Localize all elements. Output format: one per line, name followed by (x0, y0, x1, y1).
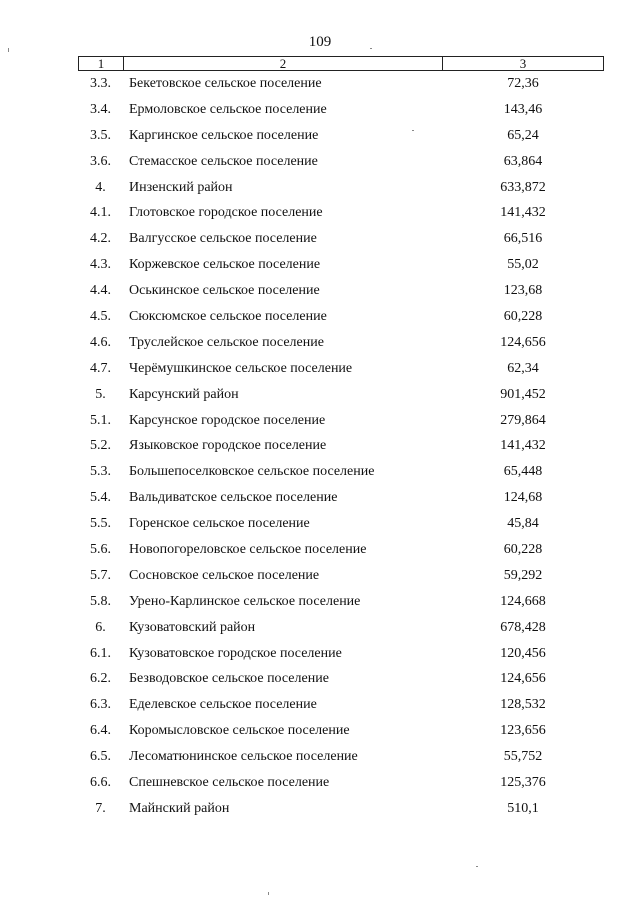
row-number: 5.5. (90, 516, 111, 532)
row-number: 5.6. (90, 542, 111, 558)
row-number: 3.5. (90, 127, 111, 143)
table-row (0, 307, 640, 333)
table-row (0, 152, 640, 178)
row-number: 4.5. (90, 309, 111, 325)
table-row (0, 514, 640, 540)
table-row (0, 721, 640, 747)
table-row (0, 488, 640, 514)
row-value: 55,752 (503, 749, 543, 765)
table-row (0, 618, 640, 644)
table-row (0, 592, 640, 618)
row-value: 66,516 (503, 231, 543, 247)
table-row (0, 255, 640, 281)
row-name: Кузоватовский район (129, 619, 256, 635)
row-number: 3.6. (90, 153, 111, 169)
row-value: 63,864 (503, 153, 543, 169)
header-col-3: 3 (519, 56, 527, 71)
row-name: Вальдиватское сельское поселение (129, 490, 338, 506)
table-body (0, 74, 640, 825)
row-name: Труслейское сельское поселение (129, 334, 324, 350)
row-name: Валгусское сельское поселение (129, 231, 317, 247)
row-name: Карсунское городское поселение (129, 412, 326, 428)
row-value: 678,428 (500, 619, 546, 635)
table-row (0, 462, 640, 488)
row-name: Сосновское сельское поселение (129, 567, 320, 583)
scan-speck (8, 48, 9, 52)
table-row (0, 566, 640, 592)
row-number: 7. (95, 800, 106, 816)
row-name: Сюксюмское сельское поселение (129, 309, 327, 325)
row-name: Коромысловское сельское поселение (129, 723, 350, 739)
row-value: 60,228 (503, 309, 543, 325)
table-row (0, 695, 640, 721)
row-value: 633,872 (500, 179, 546, 195)
row-number: 6.3. (90, 697, 111, 713)
row-number: 6.6. (90, 775, 111, 791)
table-row (0, 203, 640, 229)
page-number: 109 (308, 34, 332, 50)
row-value: 55,02 (507, 257, 539, 273)
row-name: Оськинское сельское поселение (129, 283, 320, 299)
table-row (0, 799, 640, 825)
row-name: Еделевское сельское поселение (129, 697, 317, 713)
row-name: Ермоловское сельское поселение (129, 101, 327, 117)
scan-speck (412, 130, 414, 131)
row-number: 6.2. (90, 671, 111, 687)
row-number: 5.7. (90, 567, 111, 583)
row-name: Майнский район (129, 800, 230, 816)
table-row (0, 436, 640, 462)
row-name: Новопогореловское сельское поселение (129, 542, 367, 558)
row-name: Спешневское сельское поселение (129, 775, 330, 791)
row-name: Черёмушкинское сельское поселение (129, 360, 353, 376)
row-number: 4.7. (90, 360, 111, 376)
row-value: 141,432 (500, 438, 546, 454)
row-name: Безводовское сельское поселение (129, 671, 329, 687)
row-name: Большепоселковское сельское поселение (129, 464, 375, 480)
row-number: 4.6. (90, 334, 111, 350)
row-value: 510,1 (507, 800, 539, 816)
row-number: 4.2. (90, 231, 111, 247)
table-header (78, 56, 604, 71)
header-col-2: 2 (124, 57, 443, 70)
row-value: 60,228 (503, 542, 543, 558)
row-value: 128,532 (500, 697, 546, 713)
row-name: Карсунский район (129, 386, 239, 402)
row-value: 120,456 (500, 645, 546, 661)
table-row (0, 229, 640, 255)
row-name: Бекетовское сельское поселение (129, 76, 322, 91)
table-row (0, 126, 640, 152)
row-number: 6.5. (90, 749, 111, 765)
row-number: 4.1. (90, 205, 111, 221)
table-row (0, 411, 640, 437)
row-name: Урено-Карлинское сельское поселение (129, 593, 361, 609)
table-row (0, 281, 640, 307)
row-number: 6.1. (90, 645, 111, 661)
row-value: 59,292 (503, 567, 543, 583)
row-value: 124,668 (500, 593, 546, 609)
row-name: Лесоматюнинское сельское поселение (129, 749, 358, 765)
table-row (0, 178, 640, 204)
row-number: 4.3. (90, 257, 111, 273)
row-number: 5.4. (90, 490, 111, 506)
row-value: 123,656 (500, 723, 546, 739)
row-number: 3.4. (90, 101, 111, 117)
row-value: 143,46 (503, 101, 543, 117)
table-row (0, 644, 640, 670)
row-number: 5.3. (90, 464, 111, 480)
row-name: Глотовское городское поселение (129, 205, 323, 221)
row-value: 125,376 (500, 775, 546, 791)
row-number: 4.4. (90, 283, 111, 299)
row-value: 45,84 (507, 516, 539, 532)
row-value: 141,432 (500, 205, 546, 221)
scan-speck (370, 48, 372, 49)
row-name: Коржевское сельское поселение (129, 257, 321, 273)
header-col-1: 1 (79, 57, 124, 70)
row-number: 6. (95, 619, 106, 635)
table-row (0, 773, 640, 799)
row-number: 5.1. (90, 412, 111, 428)
table-row (0, 333, 640, 359)
table-row (0, 359, 640, 385)
table-row (0, 100, 640, 126)
table-row (0, 747, 640, 773)
row-number: 6.4. (90, 723, 111, 739)
row-name: Кузоватовское городское поселение (129, 645, 342, 661)
row-value: 65,24 (507, 127, 539, 143)
scan-speck (268, 892, 269, 895)
row-number: 5. (95, 386, 106, 402)
row-number: 5.2. (90, 438, 111, 454)
row-value: 62,34 (507, 360, 539, 376)
row-name: Каргинское сельское поселение (129, 127, 319, 143)
row-number: 4. (95, 179, 106, 195)
row-value: 72,36 (507, 76, 539, 91)
row-name: Инзенский район (129, 179, 233, 195)
row-value: 124,68 (503, 490, 543, 506)
row-value: 279,864 (500, 412, 546, 428)
row-value: 124,656 (500, 334, 546, 350)
scan-speck (476, 866, 478, 867)
table-row (0, 540, 640, 566)
row-name: Горенское сельское поселение (129, 516, 310, 532)
row-name: Языковское городское поселение (129, 438, 327, 454)
row-value: 901,452 (500, 386, 546, 402)
row-value: 65,448 (503, 464, 543, 480)
row-name: Стемасское сельское поселение (129, 153, 318, 169)
table-row (0, 669, 640, 695)
table-row (0, 385, 640, 411)
table-row (0, 74, 640, 100)
row-value: 123,68 (503, 283, 543, 299)
row-number: 3.3. (90, 76, 111, 91)
row-value: 124,656 (500, 671, 546, 687)
row-number: 5.8. (90, 593, 111, 609)
